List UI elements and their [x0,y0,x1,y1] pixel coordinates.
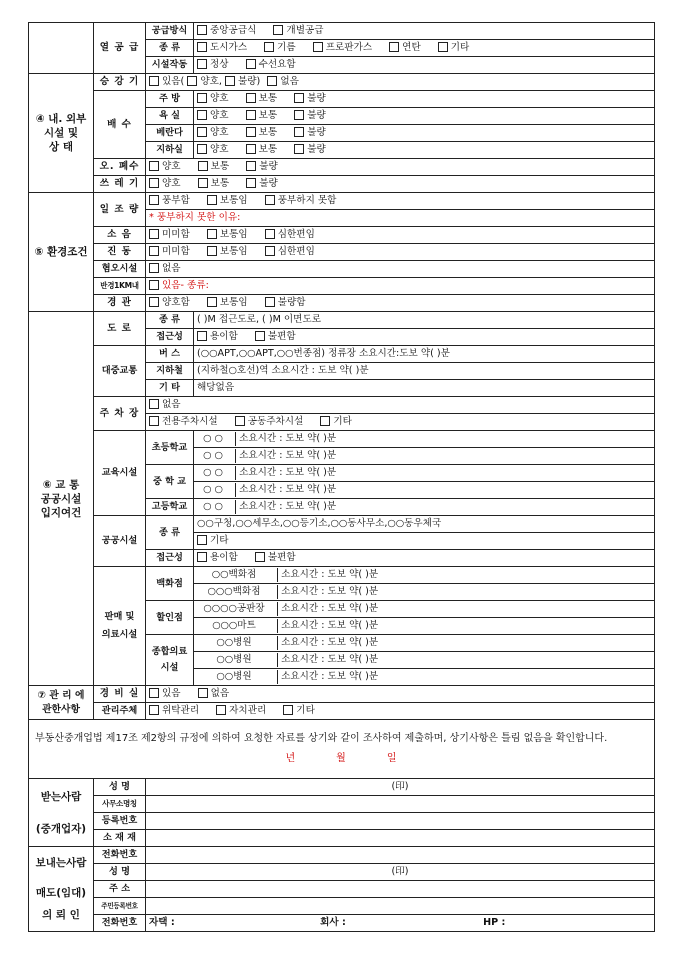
checkbox[interactable] [149,280,159,290]
supply-method-label: 공급방식 [146,23,194,40]
drainage-options: 양호 보통 불량 [194,108,655,125]
radius-field: 있음- 종류: [146,278,655,295]
checkbox[interactable] [197,42,207,52]
checkbox[interactable] [149,263,159,273]
checkbox[interactable] [149,399,159,409]
checkbox[interactable] [246,144,256,154]
sender-address-field[interactable] [146,881,655,898]
checkbox[interactable] [149,195,159,205]
sender-phone-field[interactable] [146,847,655,864]
bus-label: 버 스 [146,346,194,363]
section5-title: ⑤ 환경조건 [29,193,94,312]
checkbox[interactable] [255,552,265,562]
public-access-label: 접근성 [146,550,194,567]
sewage-options: 양호 보통 불량 [146,159,655,176]
elementary-label: 초등학교 [146,431,194,465]
receiver-regno-label: 등록번호 [94,813,146,830]
noise-label: 소 음 [94,227,146,244]
checkbox[interactable] [149,297,159,307]
drainage-row-label: 베란다 [146,125,194,142]
public-access-options: 용이함 불편함 [194,550,655,567]
drainage-row-label: 욕 실 [146,108,194,125]
receiver-office-field[interactable] [146,796,655,813]
road-access-options: 용이함 불편함 [194,329,655,346]
road-kind-label: 종 류 [146,312,194,329]
checkbox[interactable] [389,42,399,52]
checkbox[interactable] [264,42,274,52]
sender-title: 보내는사람 매도(임대) 의 뢰 인 [29,847,94,932]
elevator-options: 있음( 양호, 불량) 없음 [146,74,655,91]
sender-address-label: 주 소 [94,881,146,898]
checkbox[interactable] [149,229,159,239]
section7-title: ⑦ 관 리 에 관한사항 [29,686,94,720]
bus-text[interactable]: (○○APT,○○APT,○○번종점) 정류장 소요시간:도보 약( )분 [194,346,655,363]
security-label: 경 비 실 [94,686,146,703]
garbage-label: 쓰 레 기 [94,176,146,193]
receiver-name-label: 성 명 [94,779,146,796]
checkbox[interactable] [197,25,207,35]
checkbox[interactable] [198,688,208,698]
checkbox[interactable] [235,416,245,426]
discount-store-label: 할인점 [146,601,194,635]
sender-phone-label: 전화번호 [94,847,146,864]
checkbox[interactable] [265,229,275,239]
school-row: ○ ○ 소요시간 : 도보 약( )분 [194,465,655,482]
facility-row: ○○○마트 소요시간 : 도보 약( )분 [194,618,655,635]
checkbox[interactable] [207,297,217,307]
checkbox[interactable] [246,178,256,188]
view-options: 양호함 보통임 불량함 [146,295,655,312]
checkbox[interactable] [273,25,283,35]
sender-phone-numbers [146,915,655,932]
checkbox[interactable] [320,416,330,426]
home-phone-label: 자택 : [149,917,175,928]
checkbox[interactable] [149,161,159,171]
public-kind-text[interactable]: ○○구청,○○세무소,○○등기소,○○동사무소,○○동우체국 [194,516,655,533]
subway-text[interactable]: (지하철○호선)역 소요시간 : 도보 약( )분 [194,363,655,380]
transit-etc-text[interactable]: 해당없음 [194,380,655,397]
drainage-label: 배 수 [94,91,146,159]
checkbox[interactable] [149,178,159,188]
checkbox[interactable] [149,246,159,256]
supply-method-options: 중앙공급식 개별공급 [194,23,655,40]
facility-row: ○○병원 소요시간 : 도보 약( )분 [194,669,655,686]
commercial-label: 판매 및 의료시설 [94,567,146,686]
road-access-label: 접근성 [146,329,194,346]
security-options: 있음 없음 [146,686,655,703]
sewage-label: 오. 폐수 [94,159,146,176]
sunlight-reason[interactable]: * 풍부하지 못한 이유: [146,210,655,227]
parking-label: 주 차 장 [94,397,146,431]
parking-none: 없음 [146,397,655,414]
receiver-title: 받는사람 (중개업자) [29,779,94,847]
checkbox[interactable] [265,195,275,205]
sender-seal[interactable]: (印) [146,864,655,881]
hazard-options: 없음 [146,261,655,278]
checkbox[interactable] [197,144,207,154]
hazard-label: 혐오시설 [94,261,146,278]
checkbox[interactable] [149,688,159,698]
checkbox[interactable] [246,59,256,69]
heating-blank-cell [29,23,94,74]
education-label: 교육시설 [94,431,146,516]
checkbox[interactable] [149,76,159,86]
sunlight-label: 일 조 량 [94,193,146,227]
mgmt-label: 관리주체 [94,703,146,720]
school-row: ○ ○ 소요시간 : 도보 약( )분 [194,448,655,465]
school-row: ○ ○ 소요시간 : 도보 약( )분 [194,482,655,499]
transit-etc-label: 기 타 [146,380,194,397]
checkbox[interactable] [197,110,207,120]
section4-title: ④ 내. 외부 시설 및 상 태 [29,74,94,193]
receiver-regno-field[interactable] [146,813,655,830]
checkbox[interactable] [149,416,159,426]
operation-label: 시설작동 [146,57,194,74]
checkbox[interactable] [207,229,217,239]
transit-label: 대중교통 [94,346,146,397]
radius-label: 반경1KM내 [94,278,146,295]
sender-name-label: 성 명 [94,864,146,881]
checkbox[interactable] [294,93,304,103]
checkbox[interactable] [294,110,304,120]
sunlight-options: 풍부함 보통임 풍부하지 못함 [146,193,655,210]
checkbox[interactable] [246,161,256,171]
parking-options: 전용주차시설 공동주차시설 기타 [146,414,655,431]
section6-title: ⑥ 교 통 공공시설 입지여건 [29,312,94,686]
checkbox[interactable] [265,297,275,307]
facility-row: ○○○백화점 소요시간 : 도보 약( )분 [194,584,655,601]
checkbox[interactable] [207,195,217,205]
checkbox[interactable] [187,76,197,86]
receiver-address-label: 소 재 재 [94,830,146,847]
checkbox[interactable] [294,127,304,137]
checkbox[interactable] [265,246,275,256]
road-label: 도 로 [94,312,146,346]
checkbox[interactable] [149,705,159,715]
checkbox[interactable] [246,93,256,103]
checkbox[interactable] [267,76,277,86]
subway-label: 지하철 [146,363,194,380]
sender-phone2-label: 전화번호 [94,915,146,932]
checkbox[interactable] [197,331,207,341]
sender-rrn-label: 주민등록번호 [94,898,146,915]
facility-row: ○○병원 소요시간 : 도보 약( )분 [194,652,655,669]
declaration-block [29,720,655,779]
checkbox[interactable] [294,144,304,154]
elevator-label: 승 강 기 [94,74,146,91]
noise-options: 미미함 보통임 심한편임 [146,227,655,244]
checkbox[interactable] [438,42,448,52]
facility-row: ○○○○공판장 소요시간 : 도보 약( )분 [194,601,655,618]
checkbox[interactable] [197,59,207,69]
receiver-office-label: 사무소명칭 [94,796,146,813]
drainage-options: 양호 보통 불량 [194,91,655,108]
checkbox[interactable] [197,552,207,562]
declaration-text: 부동산중개업법 제17조 제2항의 규정에 의하여 요청한 자료를 상기와 같이 조사하여 제출하며, 상기사항은 틀림 없음을 확인합니다. [35,733,608,744]
middle-label: 중 학 교 [146,465,194,499]
road-kind-text[interactable]: ( )M 접근도로, ( )M 이면도로 [194,312,655,329]
declaration-date: 년 월 일 [285,753,398,764]
vibration-label: 진 동 [94,244,146,261]
facility-row: ○○병원 소요시간 : 도보 약( )분 [194,635,655,652]
checkbox[interactable] [283,705,293,715]
hospital-label: 종합의료시설 [146,635,194,686]
high-label: 고등학교 [146,499,194,516]
drainage-options: 양호 보통 불량 [194,142,655,159]
garbage-options: 양호 보통 불량 [146,176,655,193]
view-label: 경 관 [94,295,146,312]
checkbox[interactable] [246,127,256,137]
public-label: 공공시설 [94,516,146,567]
checkbox[interactable] [207,246,217,256]
property-survey-form [28,22,655,932]
facility-row: ○○백화점 소요시간 : 도보 약( )분 [194,567,655,584]
checkbox[interactable] [197,535,207,545]
office-phone-label: 회사 : [320,917,346,928]
school-row: ○ ○ 소요시간 : 도보 약( )분 [194,431,655,448]
checkbox[interactable] [198,161,208,171]
receiver-address-field[interactable] [146,830,655,847]
checkbox[interactable] [198,178,208,188]
public-kind-label: 종 류 [146,516,194,550]
checkbox[interactable] [255,331,265,341]
checkbox[interactable] [197,127,207,137]
operation-options: 정상 수선요함 [194,57,655,74]
receiver-seal[interactable]: (印) [146,779,655,796]
checkbox[interactable] [216,705,226,715]
heating-kind-options: 도시가스 기름 프로판가스 연탄 기타 [194,40,655,57]
drainage-row-label: 주 방 [146,91,194,108]
school-row: ○ ○ 소요시간 : 도보 약( )분 [194,499,655,516]
checkbox[interactable] [197,93,207,103]
vibration-options: 미미함 보통임 심한편임 [146,244,655,261]
department-store-label: 백화점 [146,567,194,601]
drainage-options: 양호 보통 불량 [194,125,655,142]
hp-phone-label: HP : [483,917,506,928]
heating-title: 열 공 급 [94,23,146,74]
checkbox[interactable] [246,110,256,120]
public-etc: 기타 [194,533,655,550]
heating-kind-label: 종 류 [146,40,194,57]
sender-rrn-field[interactable] [146,898,655,915]
mgmt-options: 위탁관리 자치관리 기타 [146,703,655,720]
checkbox[interactable] [313,42,323,52]
checkbox[interactable] [225,76,235,86]
drainage-row-label: 지하실 [146,142,194,159]
